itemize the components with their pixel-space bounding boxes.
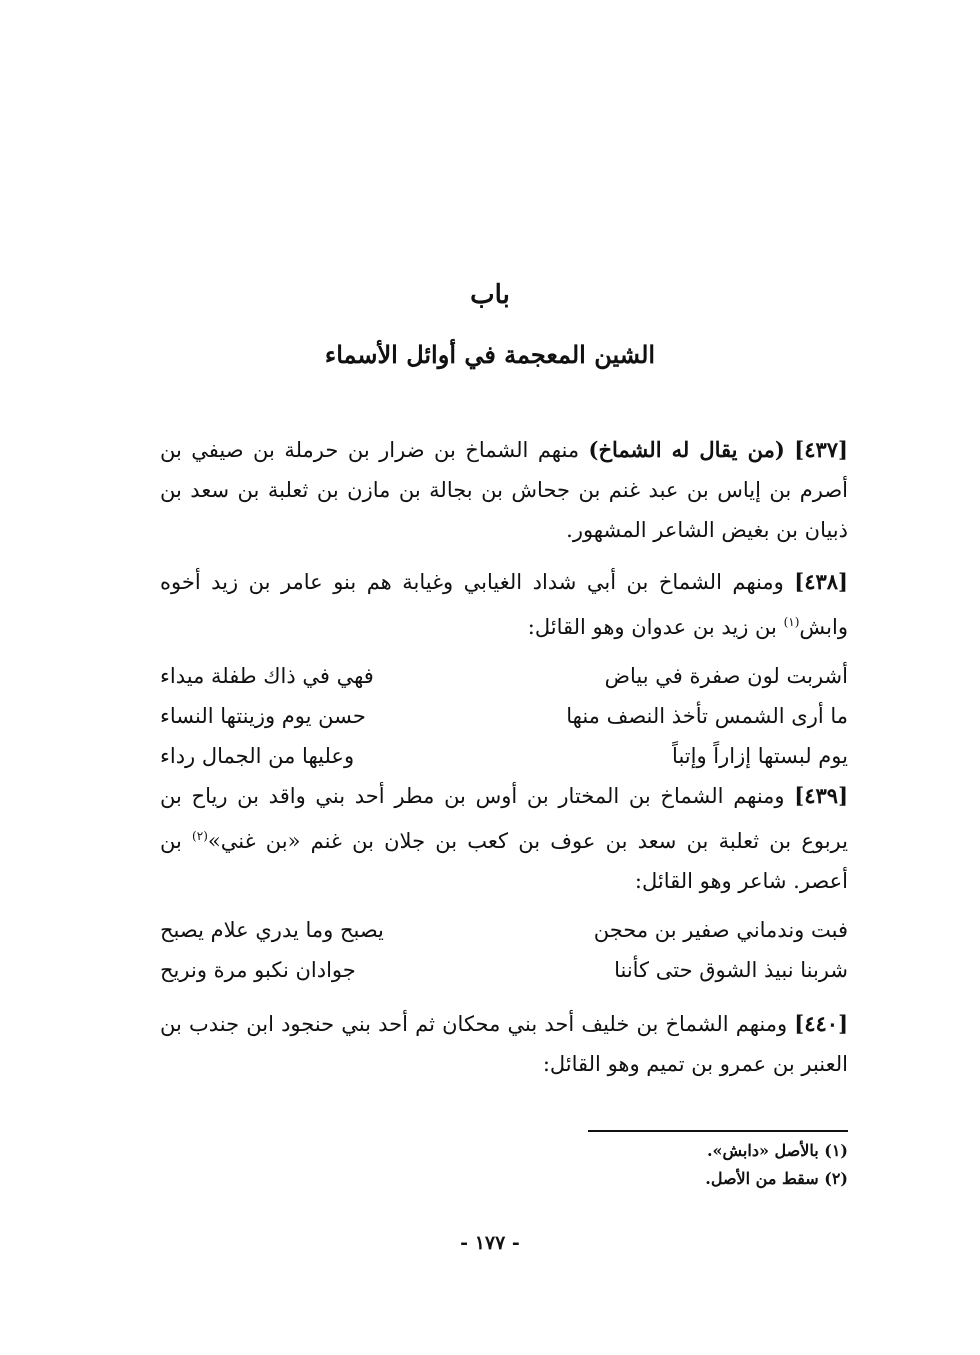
entry-text: منهم الشماخ بن ضرار بن حرملة بن صيفي بن أصرم بن إياس بن عبد غنم بن جحاش بن بجالة بن مازن بن ثعلبة بن سعد بن ذبيان بن بغيض الشاعر المشهور. [160,438,848,542]
chapter-heading: باب [470,280,510,310]
verse-second-hemistich: حسن يوم وزينتها النساء [160,704,366,728]
footnote-text: سقط من الأصل. [705,1169,819,1188]
verse-line [160,736,848,776]
entry-439 [160,776,848,901]
footnote [520,1138,848,1164]
entry-number: [٤٣٧] [794,437,848,462]
entry-text: ومنهم الشماخ بن أبي شداد الغيابي وغيابة هم بنو عامر بن زيد أخوه وابش [160,570,848,639]
entry-440 [160,1004,848,1084]
verse-line [160,950,848,990]
verse-first-hemistich: ما أرى الشمس تأخذ النصف منها [566,704,848,728]
entry-number: [٤٤٠] [794,1011,848,1036]
footnote-marker: (٢) [824,1169,848,1188]
verse-line [160,656,848,696]
verse-second-hemistich: وعليها من الجمال رداء [160,744,355,768]
entry-text-after: بن أعصر. شاعر وهو القائل: [160,829,848,893]
verse-second-hemistich: جوادان نكبو مرة ونريح [160,958,356,982]
verse-first-hemistich: شربنا نبيذ الشوق حتى كأننا [614,958,848,982]
page-number: - ١٧٧ - [460,1232,520,1254]
verse-line [160,696,848,736]
entry-lead: (من يقال له الشماخ) [588,437,785,462]
verse-second-hemistich: فهي في ذاك طفلة ميداء [160,664,374,688]
verse-line [160,910,848,950]
entry-text: ومنهم الشماخ بن المختار بن أوس بن مطر أحد بني واقد بن رياح بن يربوع بن ثعلبة بن سعد بن عوف بن كعب بن جلان بن غنم «بن غني» [160,784,848,853]
entry-437 [160,430,848,550]
entry-text: ومنهم الشماخ بن خليف أحد بني محكان ثم أحد بني حنجود ابن جندب بن العنبر بن عمرو بن تميم وهو القائل: [160,1012,848,1076]
footnote-divider [588,1130,848,1132]
entry-438 [160,562,848,647]
entry-number: [٤٣٩] [794,783,848,808]
entry-text-after: بن زيد بن عدوان وهو القائل: [527,615,777,639]
footnote-text: بالأصل «دابش». [706,1141,819,1160]
footnote [520,1166,848,1192]
verse-first-hemistich: يوم لبستها إزاراً وإتباً [672,744,848,768]
footnote-ref: (١) [783,615,800,629]
footnote-marker: (١) [824,1141,848,1160]
verse-first-hemistich: فبت وندماني صفير بن محجن [593,918,848,942]
verse-second-hemistich: يصبح وما يدري علام يصبح [160,918,384,942]
entry-number: [٤٣٨] [794,569,848,594]
chapter-subtitle: الشين المعجمة في أوائل الأسماء [324,340,656,369]
footnote-ref: (٢) [192,829,208,843]
verse-first-hemistich: أشربت لون صفرة في بياض [604,664,848,688]
